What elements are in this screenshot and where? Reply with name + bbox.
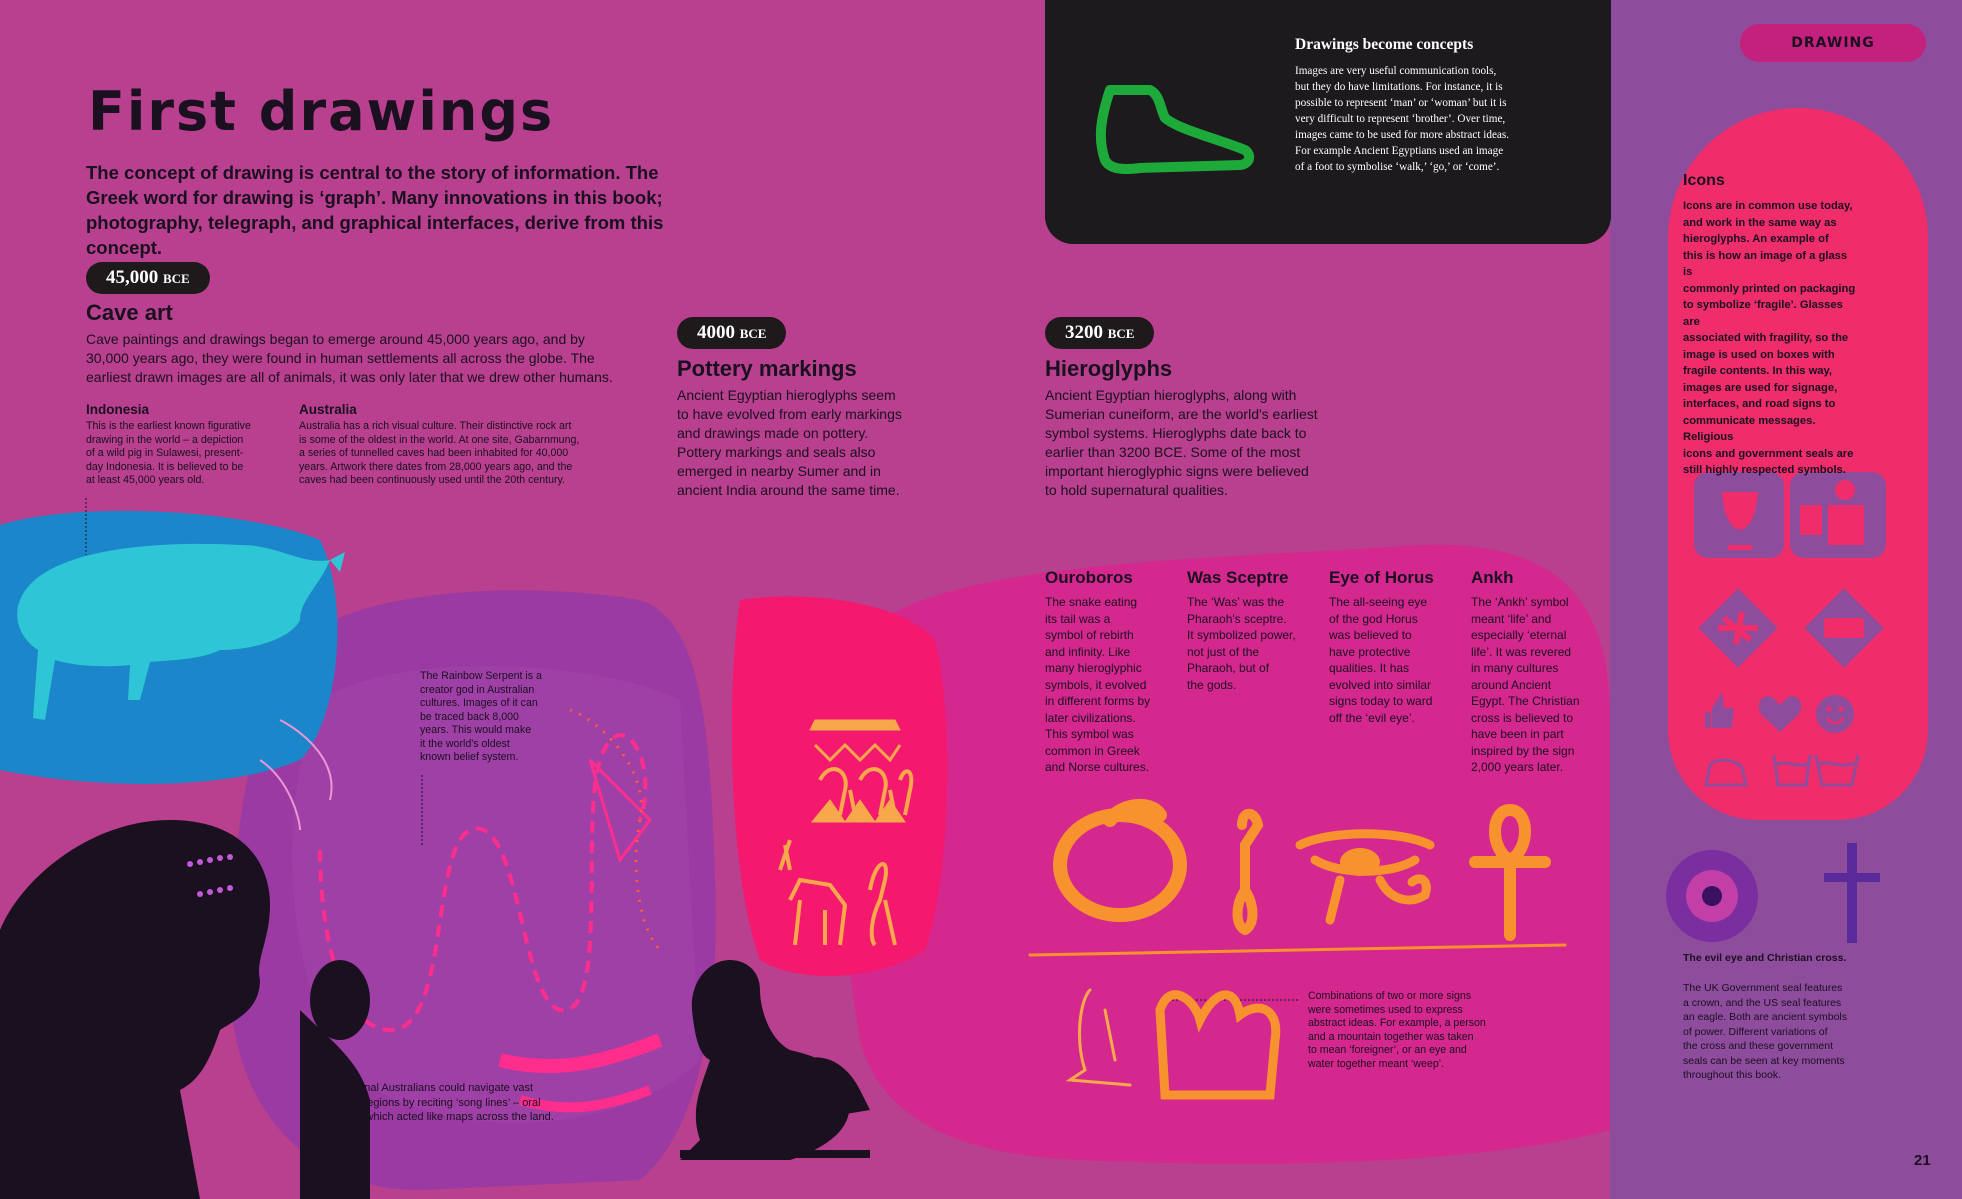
icons-text [1683,198,1858,479]
indonesia-text [86,420,286,488]
hieroglyphs-line: to hold supernatural qualities. [1045,482,1228,498]
hieroglyphs-line: symbol systems. Hieroglyphs date back to [1045,425,1307,441]
text-line: The ‘Was’ was the [1187,595,1285,609]
indonesia-line: This is the earliest known figurative [86,420,251,432]
icons-line: to symbolize ‘fragile’. Glasses are [1683,299,1843,328]
australia-text [299,420,629,488]
text-line: The snake eating [1045,595,1138,609]
australia-line: years. Artwork there dates from 28,000 years ago, and the [299,460,573,473]
hieroglyphs-text [1045,386,1345,500]
concepts-line: of a foot to symbolise ‘walk,’ ‘go,’ or ‘come’. [1295,161,1500,173]
ankh-column [1471,568,1611,776]
caption-line: creator god in Australian [420,683,535,696]
ouroboros-heading: Ouroboros [1045,568,1133,587]
icon-grid-overlay [1668,460,1928,800]
heart-icon [1759,696,1802,732]
text-line: off the ‘evil eye’. [1329,710,1415,725]
icons-line: communicate messages. Religious [1683,414,1816,443]
pottery-line: ancient India around the same time. [677,482,900,498]
combinations-caption [1308,990,1508,1071]
indonesia-heading: Indonesia [86,402,150,417]
text-line: Pharaoh's sceptre. [1187,611,1287,626]
section-tag: DRAWING [1740,24,1926,62]
caption-line: throughout this book. [1683,1069,1782,1081]
evil-eye-cross-overlay [1660,840,1900,960]
caption-line: Combinations of two or more signs [1308,990,1472,1002]
hand-wash-icon [1774,755,1810,785]
icons-line: hieroglyphs. An example of [1683,233,1829,245]
intro-paragraph: The concept of drawing is central to the story of information. The Greek word for drawing is ‘graph’. Many innovations in this book; photography, telegraph, and graphical interfaces, derive from this concept. [86,162,664,258]
indonesia-line: day Indonesia. It is believed to be [86,460,244,473]
date-badge-4000 [677,317,786,349]
indonesia-line: at least 45,000 years old. [86,474,205,486]
indonesia-line: of a wild pig in Sulawesi, present- [86,447,244,459]
text-line: the gods. [1187,677,1237,692]
icons-line: fragile contents. In this way, [1683,365,1832,377]
text-line: evolved into similar [1329,677,1432,692]
ankh-heading: Ankh [1471,568,1514,587]
date-number: 45,000 [106,267,159,288]
caption-line: be traced back 8,000 [420,710,519,723]
icons-line: Icons are in common use today, [1683,200,1853,212]
was-sceptre-column [1187,568,1322,693]
eye-of-horus-column [1329,568,1469,726]
was-sceptre-heading: Was Sceptre [1187,568,1289,587]
ouroboros-text [1045,594,1185,776]
australia-line: a series of tunnelled caves had been inhabited for 40,000 [299,447,569,459]
concepts-title: Drawings become concepts [1295,36,1474,53]
caption-line: of power. Different variations of [1683,1025,1828,1038]
egyptian-scribe-silhouette [680,960,870,1160]
text-line: have protective [1329,644,1411,659]
caption-line: desert regions by reciting ‘song lines’ – oral [330,1096,541,1109]
caption-line: Aboriginal Australians could navigate vast [330,1082,534,1094]
hieroglyphs-heading: Hieroglyphs [1045,356,1173,381]
ouroboros-column [1045,568,1185,776]
text-line: in different forms by [1045,694,1151,708]
text-line: was believed to [1329,628,1412,642]
australia-line: caves had been continuously used until the 20th century. [299,474,566,486]
caption-line: cultures. Images of it can [420,697,538,709]
caption-line: were sometimes used to express [1308,1003,1463,1016]
eye-of-horus-heading: Eye of Horus [1329,568,1434,587]
cave-art-heading: Cave art [86,300,173,325]
concepts-line: For example Ancient Egyptians used an image [1295,145,1504,157]
wash-tub-icon [1816,755,1858,785]
text-line: have been in part [1471,727,1564,741]
icons-line: icons and government seals are [1683,447,1854,460]
concepts-line: but they do have limitations. For instance, it is [1295,81,1503,93]
evil-eye-caption: The evil eye and Christian cross. [1683,952,1847,964]
icons-line: still highly respected symbols. [1683,464,1846,476]
text-line: and Norse cultures. [1045,760,1150,774]
australia-line: Australia has a rich visual culture. Their distinctive rock art [299,420,572,432]
caption-line: The Rainbow Serpent is a [420,670,542,682]
text-line: 2,000 years later. [1471,760,1564,774]
page-title: First drawings [88,80,555,143]
caption-line: and a mountain together was taken [1308,1030,1474,1043]
icons-line: interfaces, and road signs to [1683,398,1836,410]
text-line: around Ancient [1471,677,1552,692]
ankh-text [1471,594,1611,776]
text-line: its tail was a [1045,611,1111,626]
concepts-text [1295,63,1595,175]
caption-line: known belief system. [420,751,519,763]
hieroglyphs-line: important hieroglyphic signs were believed [1045,463,1309,479]
caption-line: The UK Government seal features [1683,982,1843,994]
text-line: inspired by the sign [1471,743,1575,758]
cave-art-line: Cave paintings and drawings began to emerge around 45,000 years ago, and by [86,331,585,347]
cave-art-line: earliest drawn images are all of animals, it was only later that we drew other humans. [86,369,613,385]
date-era: BCE [163,271,190,286]
text-line: qualities. It has [1329,661,1410,675]
caption-line: a crown, and the US seal features [1683,996,1842,1009]
text-line: Egypt. The Christian [1471,694,1580,708]
icons-line: commonly printed on packaging [1683,282,1856,295]
thumbs-up-icon [1712,692,1734,728]
australia-line: is some of the oldest in the world. At one site, Gabarnmung, [299,433,580,446]
caption-line: water together meant ‘weep’. [1308,1057,1445,1070]
date-badge-3200 [1045,317,1154,349]
indonesia-line: drawing in the world – a depiction [86,433,244,446]
text-line: and infinity. Like [1045,644,1131,659]
hieroglyphs-line: Sumerian cuneiform, are the world's earliest [1045,406,1318,422]
cave-art-line: 30,000 years ago, they were found in human settlements all across the globe. The [86,350,595,366]
icons-line: associated with fragility, so the [1683,332,1849,344]
was-sceptre-text [1187,594,1322,693]
text-line: This symbol was [1045,727,1134,741]
text-line: meant ‘life’ and [1471,611,1552,626]
caption-line: chants which acted like maps across the land. [330,1111,554,1123]
text-line: symbol of rebirth [1045,628,1134,642]
caption-line: to mean ‘foreigner’, or an eye and [1308,1044,1467,1056]
icons-line: this is how an image of a glass is [1683,249,1848,278]
pottery-line: emerged in nearby Sumer and in [677,463,881,479]
date-number: 3200 [1065,322,1103,343]
caption-line: the cross and these government [1683,1040,1834,1052]
icons-heading: Icons [1683,172,1725,189]
pottery-shard [732,596,948,976]
caption-line: seals can be seen at key moments [1683,1054,1845,1067]
text-line: especially ‘eternal [1471,628,1567,642]
text-line: life’. It was revered [1471,644,1572,659]
caption-line: it the world's oldest [420,737,510,750]
text-line: symbols, it evolved [1045,677,1147,692]
cave-art-text [86,330,686,387]
caption-line: an eagle. Both are ancient symbols [1683,1011,1848,1023]
date-badge-45000 [86,262,210,294]
date-era: BCE [739,326,767,341]
iron-icon [1706,760,1746,785]
pottery-line: Ancient Egyptian hieroglyphs seem [677,387,896,403]
icons-line: image is used on boxes with [1683,348,1835,361]
pottery-text [677,386,937,500]
smiley-icon [1816,695,1854,733]
australia-heading: Australia [299,402,357,417]
text-line: The all-seeing eye [1329,595,1428,609]
rainbow-serpent-caption [420,670,570,765]
caption-line: years. This would make [420,724,532,736]
icons-line: and work in the same way as [1683,216,1837,229]
date-number: 4000 [697,322,735,343]
christian-cross-icon [1847,843,1857,943]
text-line: many hieroglyphic [1045,661,1142,675]
eye-of-horus-text [1329,594,1469,726]
date-era: BCE [1107,326,1135,341]
seal-caption [1683,981,1883,1083]
pottery-heading: Pottery markings [677,356,857,381]
concepts-line: possible to represent ‘man’ or ‘woman’ but it is [1295,97,1507,109]
text-line: cross is believed to [1471,710,1574,725]
text-line: later civilizations. [1045,710,1136,725]
icons-line: images are used for signage, [1683,381,1838,394]
text-line: The ‘Ankh’ symbol [1471,595,1569,609]
page-number: 21 [1914,1152,1931,1169]
song-lines-caption [330,1081,580,1125]
text-line: Pharaoh, but of [1187,661,1270,675]
hieroglyphs-line: earlier than 3200 BCE. Some of the most [1045,444,1301,460]
text-line: in many cultures [1471,661,1559,675]
text-line: It symbolized power, [1187,628,1296,642]
concepts-line: images came to be used for more abstract ideas. [1295,129,1510,141]
text-line: signs today to ward [1329,694,1433,708]
pottery-line: and drawings made on pottery. [677,425,869,441]
concepts-line: Images are very useful communication tools, [1295,65,1497,77]
text-line: common in Greek [1045,743,1140,758]
pottery-line: to have evolved from early markings [677,406,902,422]
hieroglyphs-line: Ancient Egyptian hieroglyphs, along with [1045,387,1297,403]
caption-line: abstract ideas. For example, a person [1308,1017,1486,1029]
pottery-line: Pottery markings and seals also [677,444,876,460]
text-line: not just of the [1187,644,1260,659]
text-line: of the god Horus [1329,611,1418,626]
concepts-line: very difficult to represent ‘brother’. Over time, [1295,113,1506,125]
